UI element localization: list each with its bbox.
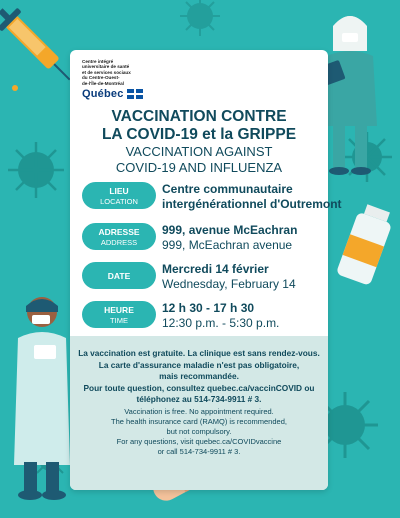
info-english: Vaccination is free. No appointment required. The health insurance card (RAMQ) is recommended, but not compulsory. For any questions, visit quebec.ca/COVIDvaccine or call 514-734-9911 # 3. <box>111 406 287 457</box>
time-pill: HEURE TIME <box>82 301 156 328</box>
date-value: Mercredi 14 février Wednesday, February 14 <box>162 262 296 291</box>
date-pill: DATE <box>82 262 156 289</box>
time-value: 12 h 30 - 17 h 30 12:30 p.m. - 5:30 p.m. <box>162 301 280 330</box>
title-french: VACCINATION CONTRE LA COVID-19 et la GRIPPE <box>101 108 297 143</box>
location-pill: LIEU LOCATION <box>82 182 156 209</box>
virus-icon <box>6 140 66 200</box>
info-box <box>70 336 328 490</box>
title-english: VACCINATION AGAINST COVID-19 AND INFLUENZA <box>115 144 283 175</box>
ciusss-logo <box>82 59 172 100</box>
location-value: Centre communautaire intergénérationnel d'Outremont <box>162 182 342 211</box>
address-value: 999, avenue McEachran 999, McEachran avenue <box>162 223 298 252</box>
virus-icon <box>178 0 222 38</box>
address-pill: ADRESSE ADDRESS <box>82 223 156 250</box>
info-french: La vaccination est gratuite. La clinique est sans rendez-vous. La carte d'assurance maladie n'est pas obligatoire, mais recommandée. Pour toute question, consultez quebec.ca/vaccinCOVID ou téléphonez au 514-734-9911 # 3. <box>78 348 320 404</box>
logo-quebec-text: Québec <box>82 88 124 101</box>
info-card <box>70 50 342 490</box>
syringe-icon <box>0 0 78 100</box>
vaccine-bottle-icon <box>335 200 395 292</box>
logo-organization-text: Centre intégré universitaire de santé et de services sociaux du Centre-Ouest- de-l'Île-de-Montréal <box>82 59 131 86</box>
quebec-flag-icon <box>127 89 143 99</box>
